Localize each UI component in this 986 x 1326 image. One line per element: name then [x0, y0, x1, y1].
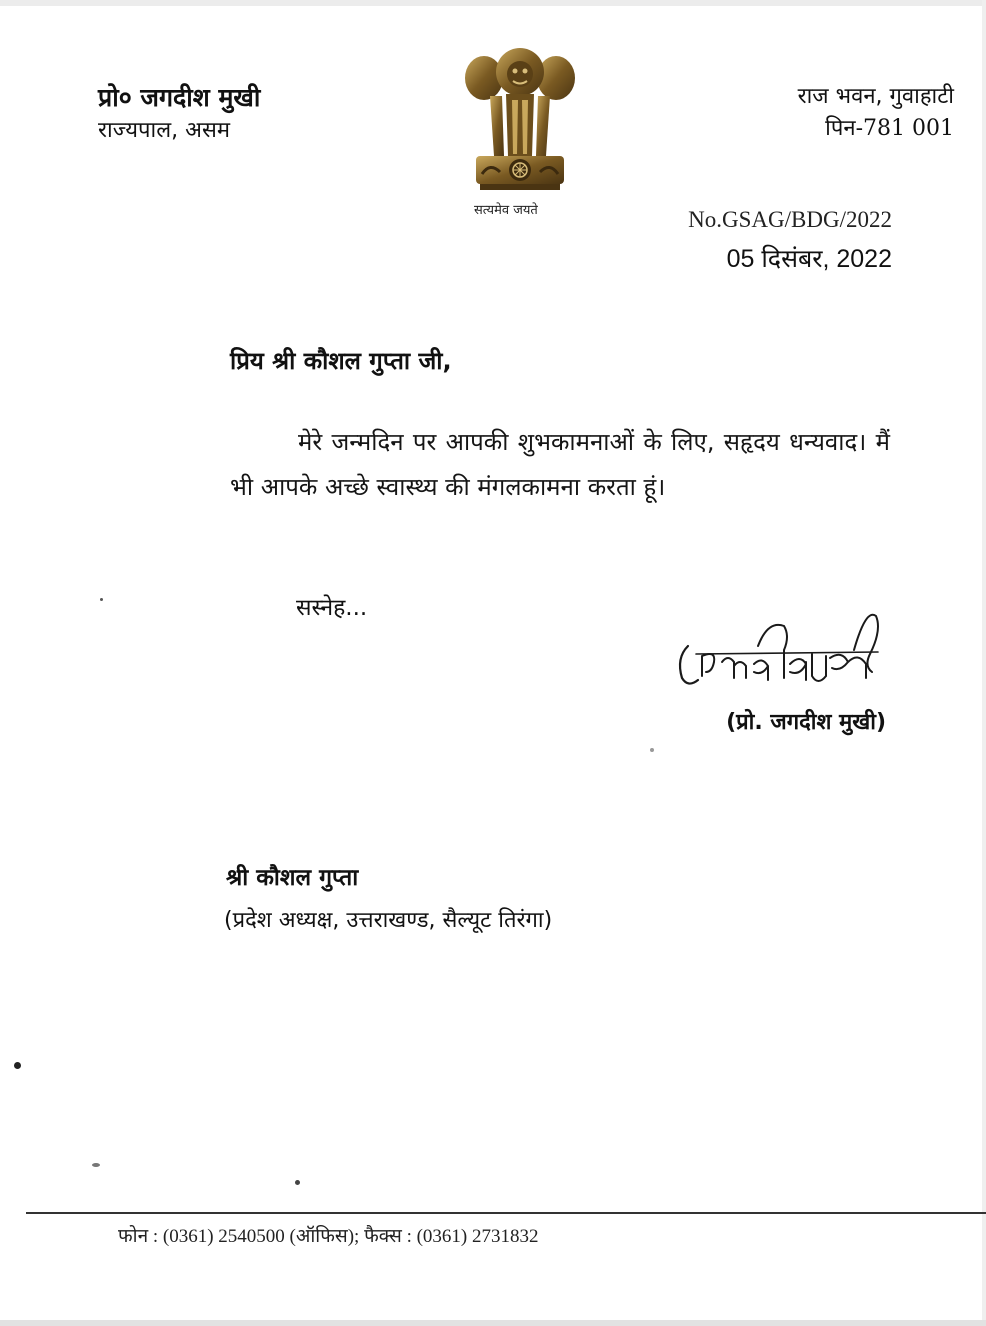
scan-speck: [100, 598, 103, 601]
scan-speck: [650, 748, 654, 752]
scan-edge-top: [0, 0, 986, 6]
sender-name: प्रो० जगदीश मुखी: [98, 83, 261, 112]
address-pin: पिन-781 001: [825, 116, 954, 141]
address-line1: राज भवन, गुवाहाटी: [797, 84, 954, 109]
scan-edge-right: [982, 0, 986, 1326]
state-emblem-icon: [462, 44, 578, 202]
closing: सस्नेह...: [296, 595, 368, 621]
scan-edge-bottom: [0, 1320, 986, 1326]
footer-contact: फोन : (0361) 2540500 (ऑफिस); फैक्स : (0361) 2731832: [118, 1226, 539, 1247]
signatory-name: (प्रो. जगदीश मुखी): [726, 710, 886, 735]
salutation: प्रिय श्री कौशल गुप्ता जी,: [230, 347, 452, 375]
scan-speck: [14, 1062, 21, 1069]
handwritten-signature: [672, 606, 886, 698]
letter-date: 05 दिसंबर, 2022: [726, 245, 892, 273]
letter-body: मेरे जन्मदिन पर आपकी शुभकामनाओं के लिए, सहृदय धन्यवाद। मैं भी आपके अच्छे स्वास्थ्य की मंगलकामना करता हूं।: [230, 428, 890, 501]
scan-speck: [92, 1163, 100, 1167]
emblem-motto: सत्यमेव जयते: [474, 203, 538, 218]
footer-divider: [26, 1212, 986, 1214]
sender-title: राज्यपाल, असम: [98, 118, 230, 143]
recipient-role: (प्रदेश अध्यक्ष, उत्तराखण्ड, सैल्यूट तिरंगा): [224, 908, 553, 933]
scan-speck: [295, 1180, 300, 1185]
reference-number: No.GSAG/BDG/2022: [688, 207, 892, 232]
recipient-name: श्री कौशल गुप्ता: [226, 865, 359, 891]
